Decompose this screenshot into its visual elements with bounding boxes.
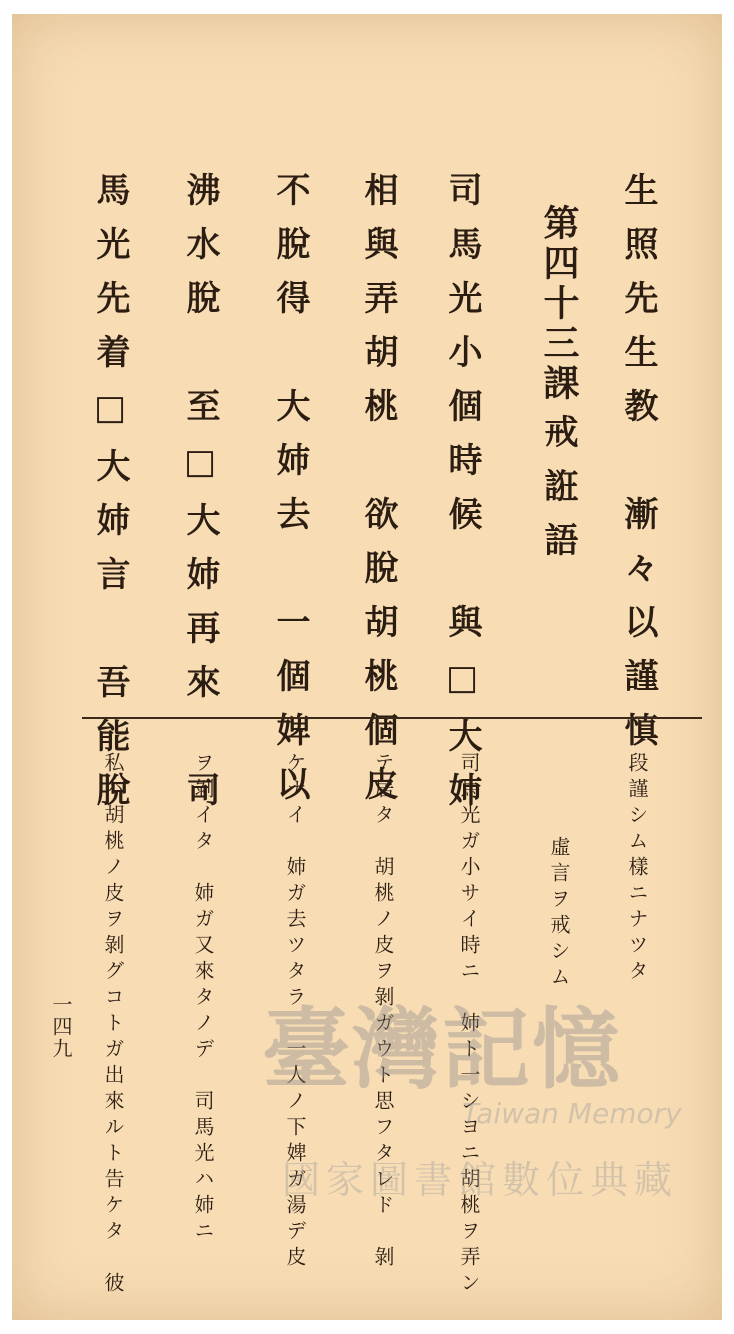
upper-column-6: 沸水脫 至□大姉再來 司 (180, 172, 220, 826)
upper-column-4: 相與弄胡桃 欲脫胡桃個皮 (358, 172, 398, 820)
upper-column-3: 司馬光小個時候 與□大姉 (442, 172, 482, 826)
upper-column-1: 生照先生教 漸々以謹慎 (618, 172, 658, 766)
lower-column-3: 司馬光ガ小サイ時ニ 姉ト一シヨニ胡桃ヲ弄ン (457, 752, 481, 1298)
upper-column-5: 不脫得 大姉去 一個婢以 (270, 172, 310, 820)
lesson-subtitle: 戒誑語 (538, 414, 578, 576)
section-divider (82, 717, 702, 719)
lesson-title: 第四十三課 (538, 204, 580, 404)
upper-column-7: 馬光先着□大姉言 吾能脫 (90, 172, 130, 826)
lower-column-1: 段謹シム樣ニナツタ (625, 752, 649, 986)
lower-column-7: 私ハ胡桃ノ皮ヲ剝グコトガ出來ルト告ケタ 彼 (101, 752, 125, 1298)
watermark-sub-text: 國家圖書館數位典藏 (282, 1158, 679, 1202)
textbook-page (12, 14, 722, 1320)
page-number: 一四九 (49, 994, 73, 1060)
watermark-main-text: 臺灣記憶 (262, 997, 623, 1101)
lower-column-4: テ居タ 胡桃ノ皮ヲ剝ガウト思フタレド 剝 (371, 752, 395, 1272)
lower-column-6: ヲ剝イタ 姉ガ又來タノデ 司馬光ハ姉ニ (191, 752, 215, 1246)
lower-column-2: 虛言ヲ戒シム (547, 836, 571, 992)
watermark-english-text: Taiwan Memory (462, 1097, 682, 1130)
watermark-logo (262, 999, 702, 1229)
lower-column-5: ケナイ 姉ガ去ツタラ 一人ノ下婢ガ湯デ皮 (283, 752, 307, 1272)
